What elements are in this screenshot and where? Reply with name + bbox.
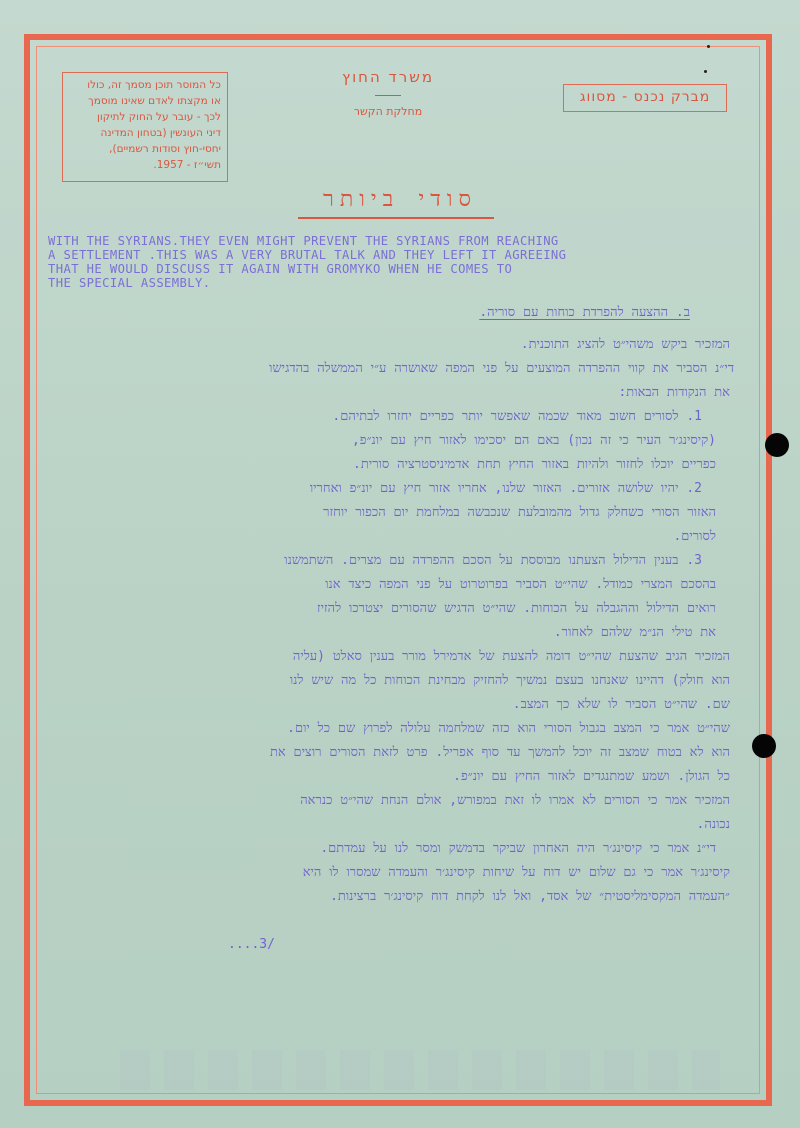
paper-speck [707,45,710,48]
body-line: שם. שהי״ט הסביר לו שלא כך המצב. [512,697,730,712]
legal-notice-line: לכך - עובר על החוק לתיקון [96,111,221,123]
english-line: THAT HE WOULD DISCUSS IT AGAIN WITH GROMYKO WHEN HE COMES TO [48,262,513,276]
body-line: לסורים. [673,529,716,544]
body-line: המזכיר ביקש משהי״ט להציג התוכנית. [520,337,730,352]
body-line: קיסינג׳ר אמר כי גם שלום יש דוח על שיחות קיסינג׳ר והעמדה שמסרו לו היא [302,865,730,880]
paper-speck [704,70,707,73]
legal-notice-line: תשי״ז - 1957. [153,159,221,171]
legal-notice-box [62,72,228,182]
secrecy-underline [298,217,494,219]
body-line: כל הגולן. ושמע שמתנגדים לאזור החיץ עם יונ״פ. [453,769,730,784]
classification-stamp: מברק נכנס - מסווג [563,84,727,112]
department-name: מחלקת הקשר [353,105,423,118]
letterhead-divider [375,95,401,96]
english-line: WITH THE SYRIANS.THEY EVEN MIGHT PREVENT THE SYRIANS FROM REACHING [48,234,559,248]
body-line: הוא לא בטוח שמצב זה יוכל להמשך עד סוף אפריל. פרט לזאת הסורים רוצים את [269,745,730,760]
secrecy-heading: סודי ביותר [323,187,477,212]
body-line: 2. יהיו שלושה אזורים. האזור שלנו, אחריו אזור חיץ עם יונ״פ ואחריו [309,481,702,496]
body-line: 1. לסורים חשוב מאוד שכמה שאפשר יותר כפריים יחזרו לבתיהם. [332,409,702,424]
body-line: הוא חולק) דהיינו שאנחנו בעצם נמשיך להחזיק מבחינת הכוחות כל מה שיש לנו [289,673,730,688]
body-line: רואים הדילול וההגבלה על הכוחות. שהי״ט הדגיש שהסורים יצטרכו להזיז [316,601,716,616]
body-line: נכונה. [696,817,730,832]
legal-notice-line: כל המוסר תוכן מסמך זה, כולו [87,79,221,91]
page-continuation: ....3/ [228,937,275,952]
punch-hole-lower [752,734,776,758]
body-line: האזור הסורי כשחלק גדול מהמובלעת שנכבשה במלחמת יום הכפור יוחזר [323,505,716,520]
punch-hole-upper [765,433,789,457]
body-line: בהסכם המצרי כמודל. שהי״ט הסביר בפרוטרוט על פני המפה כיצד אנו [325,577,716,592]
body-line: המזכיר הגיב שהצעת שהי״ט דומה להצעת של אדמירל מורר בענין סאלט (עליה [292,649,730,664]
body-line: (קיסינג׳ר העיר כי זה נכון) באם הם יסכימו לאזור חיץ עם יונ״פ, [351,433,716,448]
bleed-through-text [120,1050,720,1090]
body-line: את טילי הנ״מ שלהם לאחור. [553,625,716,640]
english-line: THE SPECIAL ASSEMBLY. [48,276,211,290]
letterhead [318,68,458,118]
body-line: שהי״ט אמר כי המצב בגבול הסורי הוא כזה שמלחמה עלולה לפרוץ שם כל יום. [287,721,730,736]
body-line: 3. בענין הדילול הצעתנו מבוססת על הסכם ההפרדה עם מצרים. השתמשנו [284,553,702,568]
english-line: A SETTLEMENT .THIS WAS A VERY BRUTAL TALK AND THEY LEFT IT AGREEING [48,248,567,262]
body-line: די״נ אמר כי קיסינג׳ר היה האחרון שביקר בדמשק ומסר לנו על עמדתם. [320,841,716,856]
section-heading: ב. ההצעה להפרדת כוחות עם סוריה. [479,305,690,320]
body-line: את הנקודות הבאות: [618,385,730,400]
english-paragraph [48,234,728,290]
legal-notice-line: או מקצתו לאדם שאינו מוסמך [88,95,221,107]
body-line: כפריים יוכלו לחזור ולהיות באזור החיץ תחת אדמיניסטרציה סורית. [353,457,716,472]
legal-notice-line: יחסי-חוץ וסודות רשמיים), [109,143,221,155]
body-line: ״העמדה המקסימליסטית״ של אסד, ואל לנו לקחת דוח קיסינג׳ר ברצינות. [330,889,730,904]
body-line: די״נ הסביר את קווי ההפרדה המוצעים על פני המפה שאושרה ע״י הממשלה בהדגישו [269,361,734,376]
ministry-name: משרד החוץ [341,68,435,86]
legal-notice-line: דיני העונשין (בטחון המדינה [100,127,221,139]
body-line: המזכיר אמר כי הסורים לא אמרו לו זאת במפורש, אולם הנחת שהי״ט כנראה [300,793,730,808]
